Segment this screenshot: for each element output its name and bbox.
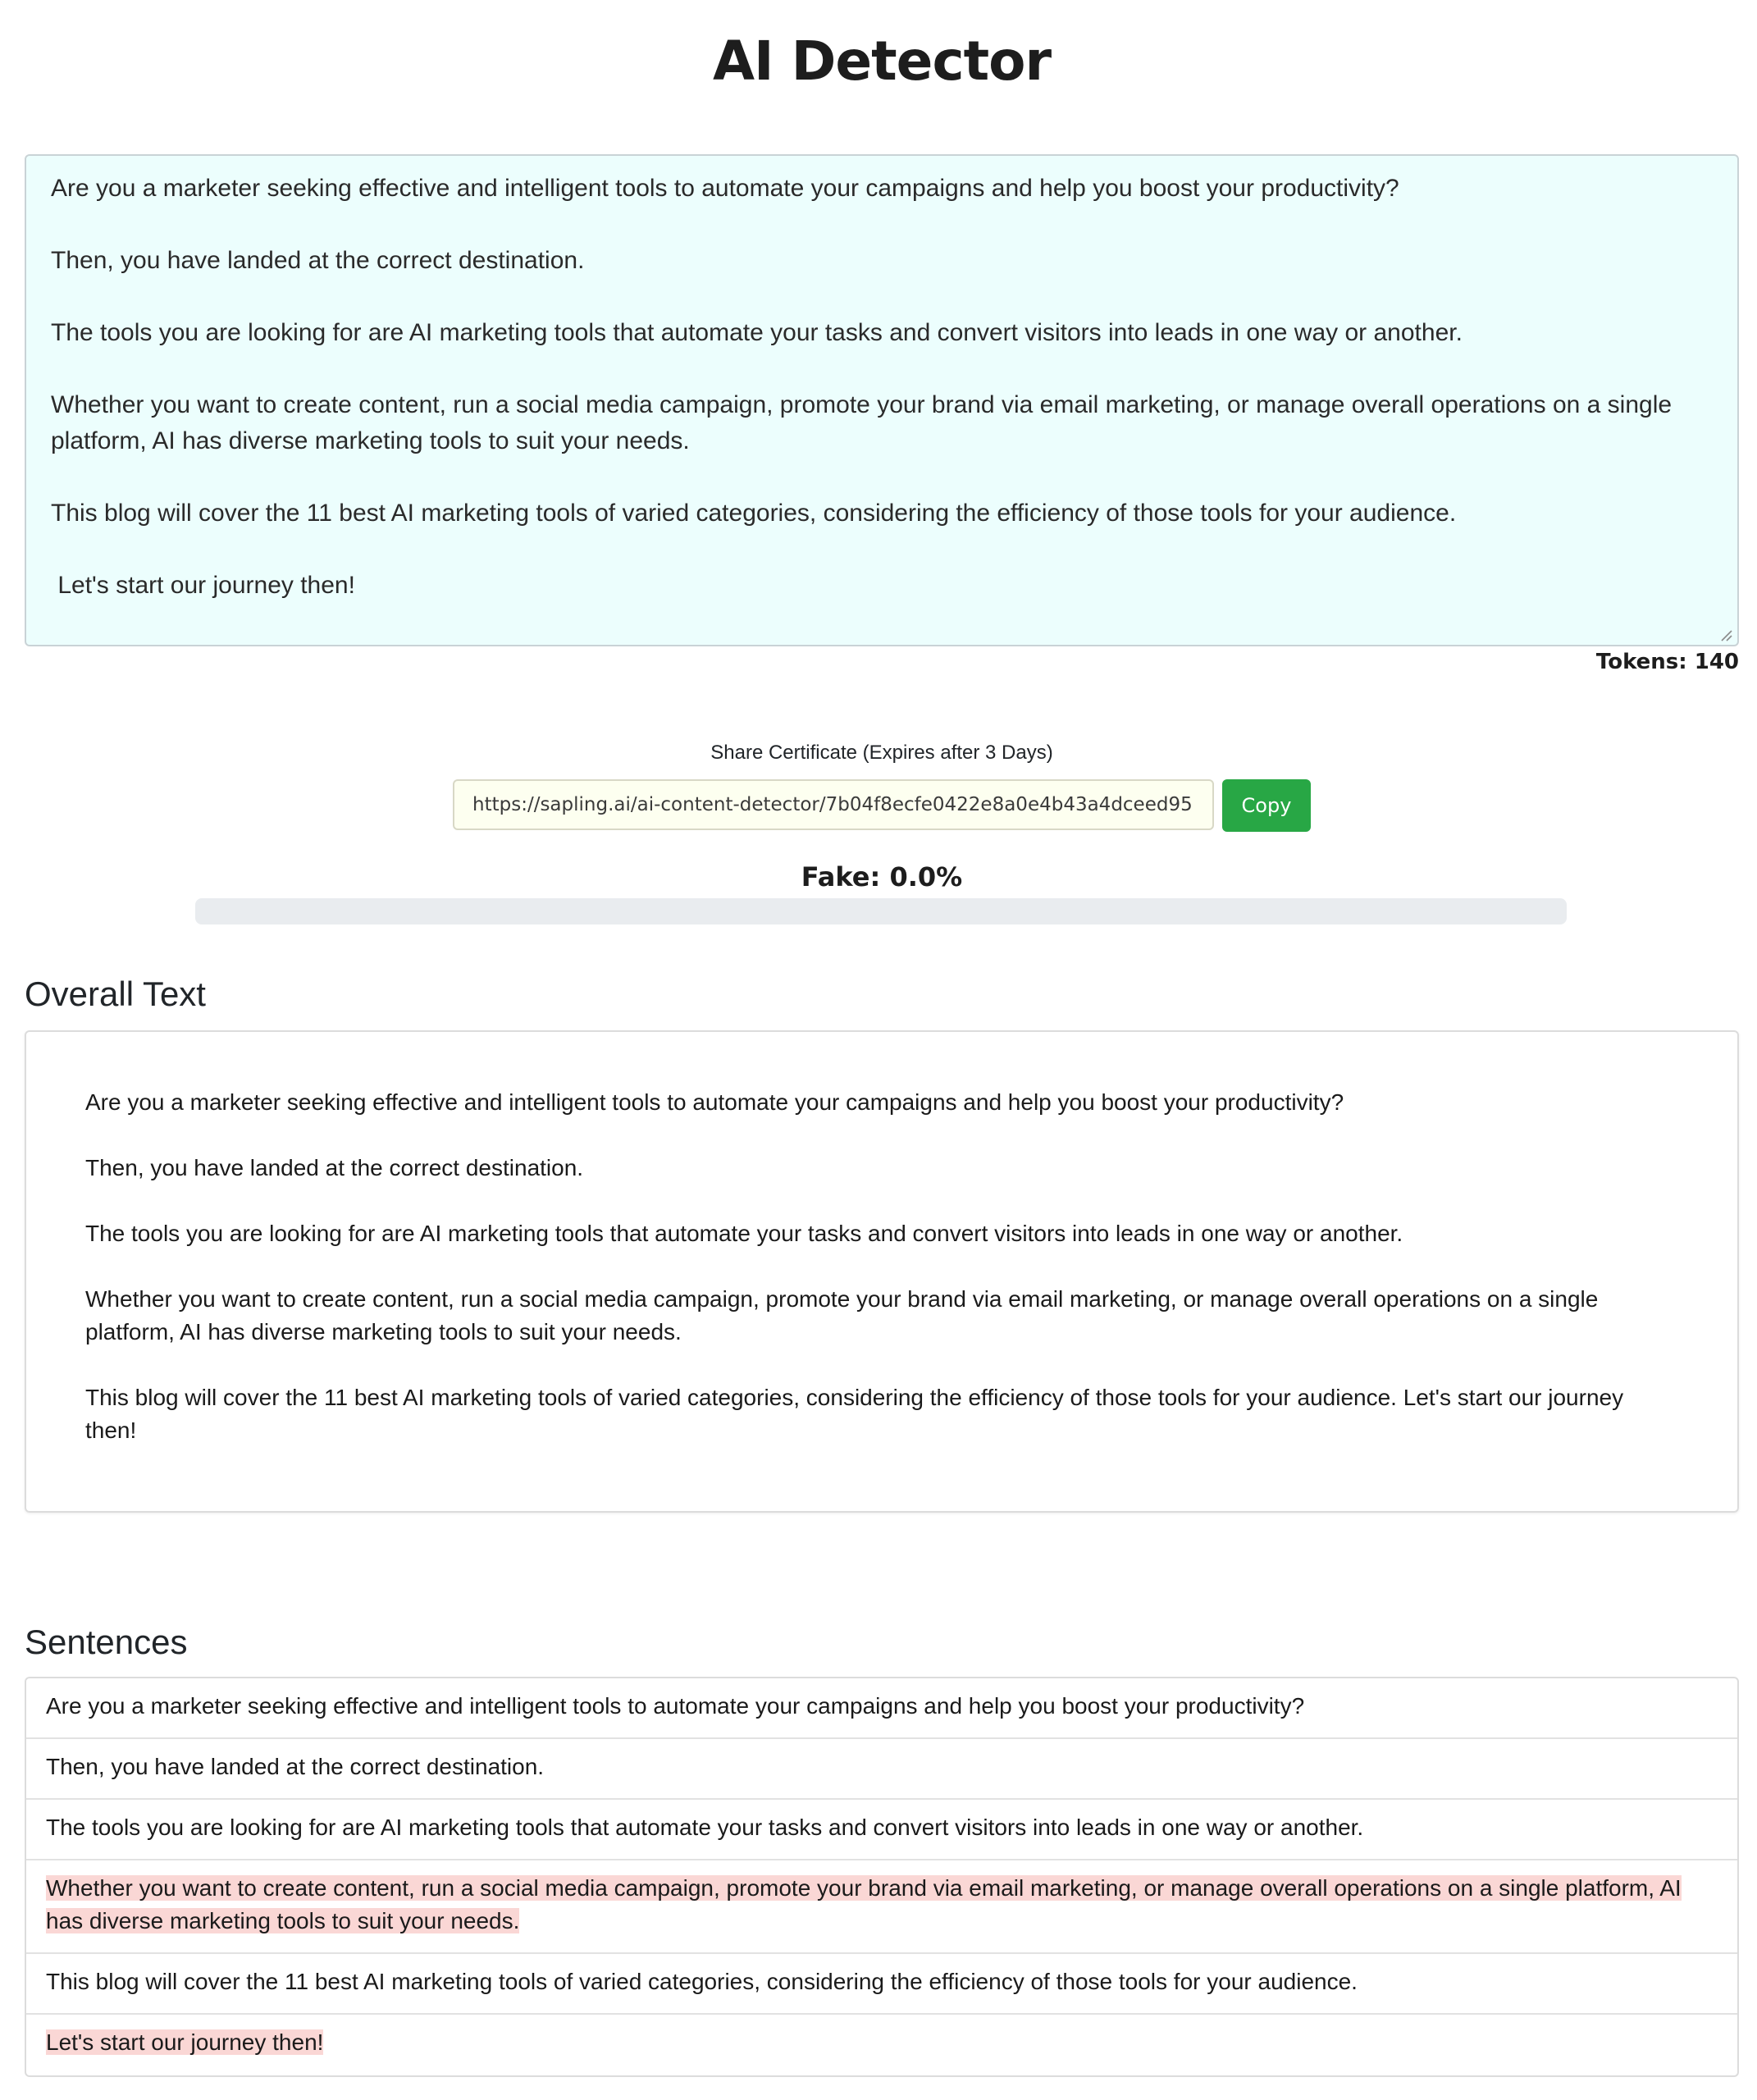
input-paragraph: Let's start our journey then!: [51, 572, 355, 599]
input-paragraph: The tools you are looking for are AI marketing tools that automate your tasks and convert visitors into leads in one way or another.: [51, 319, 1463, 346]
fake-score-label: Fake: 0.0%: [801, 861, 963, 892]
sentence-row: [26, 1678, 1737, 1739]
input-paragraph: Whether you want to create content, run a social media campaign, promote your brand via email marketing, or manage overall operations on a single platform, AI has diverse marketing tools to suit your needs.: [51, 391, 1679, 454]
sentences-heading: Sentences: [25, 1623, 188, 1661]
sentence-row: [26, 1800, 1737, 1860]
share-url-field[interactable]: [453, 779, 1214, 830]
input-paragraph: Then, you have landed at the correct destination.: [51, 247, 585, 274]
overall-text-panel: [25, 1030, 1739, 1513]
sentence-text: This blog will cover the 11 best AI marketing tools of varied categories, considering the efficiency of those tools for your audience.: [46, 1969, 1358, 1994]
sentence-text: Are you a marketer seeking effective and intelligent tools to automate your campaigns and help you boost your productivity?: [46, 1693, 1305, 1719]
sentence-text: Then, you have landed at the correct destination.: [46, 1754, 545, 1779]
detector-page: [25, 0, 1739, 2055]
page-title: AI Detector: [712, 30, 1052, 93]
sentence-text: The tools you are looking for are AI marketing tools that automate your tasks and convert visitors into leads in one way or another.: [46, 1815, 1364, 1840]
input-paragraph: This blog will cover the 11 best AI marketing tools of varied categories, considering the efficiency of those tools for your audience.: [51, 500, 1457, 527]
sentence-list: [25, 1677, 1739, 2077]
sentence-row: [26, 1739, 1737, 1800]
sentence-text: Whether you want to create content, run a social media campaign, promote your brand via email marketing, or manage overall operations on a single platform, AI has diverse marketing tools to suit your needs.: [46, 1875, 1682, 1933]
sentence-row: [26, 1954, 1737, 2015]
sentence-row: [26, 2015, 1737, 2075]
fake-score-progress-bar: [195, 898, 1567, 924]
text-input-area[interactable]: [25, 154, 1739, 646]
share-row: [453, 779, 1311, 832]
overall-paragraph: Whether you want to create content, run a social media campaign, promote your brand via email marketing, or manage overall operations on a single platform, AI has diverse marketing tools to suit your needs.: [85, 1286, 1599, 1344]
overall-text-heading: Overall Text: [25, 975, 206, 1013]
overall-paragraph: Then, you have landed at the correct destination.: [85, 1155, 584, 1180]
overall-paragraph: This blog will cover the 11 best AI marketing tools of varied categories, considering the efficiency of those tools for your audience. Let's start our journey then!: [85, 1385, 1624, 1443]
input-paragraph: Are you a marketer seeking effective and intelligent tools to automate your campaigns and help you boost your productivity?: [51, 175, 1399, 202]
sentence-text: Let's start our journey then!: [46, 2029, 324, 2055]
token-count: Tokens: 140: [1595, 650, 1739, 674]
resize-handle-icon[interactable]: [1719, 628, 1732, 641]
share-certificate-label: Share Certificate (Expires after 3 Days): [710, 742, 1053, 764]
sentence-row: [26, 1860, 1737, 1954]
overall-paragraph: The tools you are looking for are AI marketing tools that automate your tasks and convert visitors into leads in one way or another.: [85, 1221, 1403, 1246]
copy-button[interactable]: Copy: [1222, 779, 1311, 832]
overall-paragraph: Are you a marketer seeking effective and intelligent tools to automate your campaigns and help you boost your productivity?: [85, 1089, 1344, 1115]
